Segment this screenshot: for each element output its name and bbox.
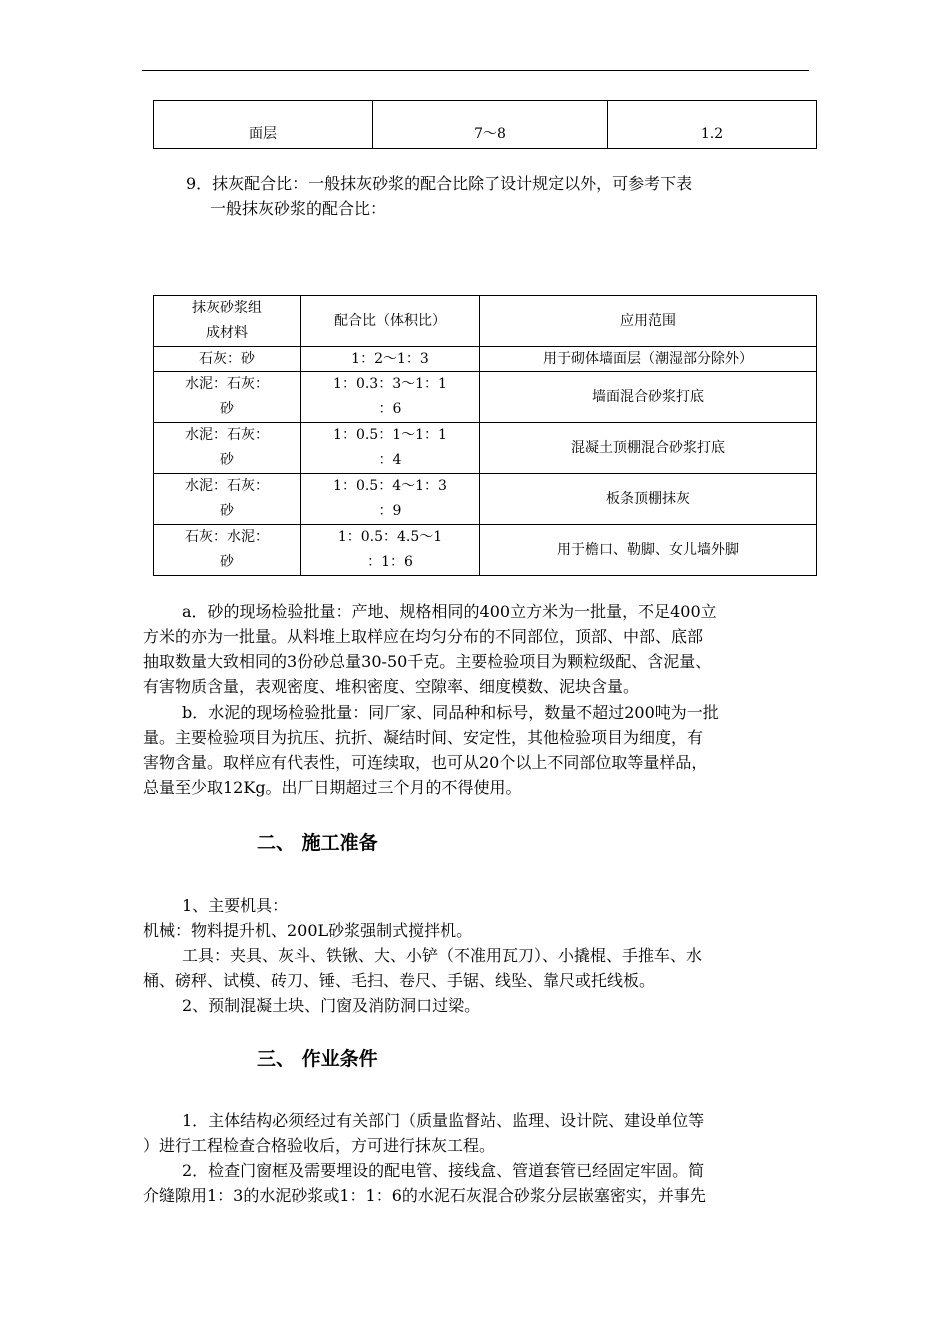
section2-line4: 桶、磅秤、试模、砖刀、锤、毛扫、卷尺、手锯、线坠、靠尺或托线板。 <box>143 971 656 990</box>
cell-ratio-line2: ：4 <box>378 452 402 468</box>
cell-usage: 板条顶棚抹灰 <box>480 474 817 525</box>
cell-ratio-line1: 1：0.5：1～1：1 <box>333 427 447 443</box>
table-row <box>154 347 817 372</box>
section2-line3: 工具：夹具、灰斗、铁锹、大、小铲（不准用瓦刀）、小撬棍、手推车、水 <box>182 946 703 965</box>
top-table <box>153 100 817 149</box>
para-b-line1: b．水泥的现场检验批量：同厂家、同品种和标号，数量不超过200吨为一批 <box>182 703 719 722</box>
cell-material-line2: 砂 <box>220 452 234 468</box>
section2-line2: 机械：物料提升机、200L砂浆强制式搅拌机。 <box>143 921 473 940</box>
mix-ratio-table <box>153 295 817 576</box>
section3-heading: 三、 作业条件 <box>257 1048 378 1070</box>
cell-usage: 混凝土顶棚混合砂浆打底 <box>480 423 817 474</box>
cell-material-line2: 砂 <box>220 554 234 570</box>
cell-ratio-line1: 1：0.3：3～1：1 <box>333 376 447 392</box>
table-row <box>154 423 817 474</box>
cell-material-line1: 水泥：石灰： <box>185 427 269 443</box>
table-row <box>154 474 817 525</box>
cell-material <box>154 525 301 576</box>
cell-ratio <box>301 525 480 576</box>
table-row <box>154 372 817 423</box>
table-row <box>154 101 817 149</box>
cell-ratio: 1：2～1：3 <box>301 347 480 372</box>
section2-heading: 二、 施工准备 <box>257 832 378 854</box>
cell-usage: 用于砌体墙面层（潮湿部分除外） <box>480 347 817 372</box>
cell-material-line2: 砂 <box>220 401 234 417</box>
table-header-row <box>154 296 817 347</box>
cell-material: 石灰：砂 <box>154 347 301 372</box>
cell-material-line1: 水泥：石灰： <box>185 478 269 494</box>
cell-ratio-line2: ：6 <box>378 401 402 417</box>
item9-line2: 一般抹灰砂浆的配合比： <box>210 199 387 218</box>
para-a-line2: 方米的亦为一批量。从料堆上取样应在均匀分布的不同部位，顶部、中部、底部 <box>143 627 704 646</box>
cell-material-line1: 石灰：水泥： <box>185 529 269 545</box>
section2-line1: 1、主要机具： <box>182 896 289 915</box>
header-ratio: 配合比（体积比） <box>301 296 480 347</box>
para-b-line2: 量。主要检验项目为抗压、抗折、凝结时间、安定性，其他检验项目为细度，有 <box>143 728 704 747</box>
header-material-line2: 成材料 <box>206 325 248 341</box>
table-row <box>154 525 817 576</box>
cell-usage: 墙面混合砂浆打底 <box>480 372 817 423</box>
cell-material-line1: 水泥：石灰： <box>185 376 269 392</box>
section3-line4: 介缝隙用1：3的水泥砂浆或1：1：6的水泥石灰混合砂浆分层嵌塞密实，并事先 <box>143 1186 706 1205</box>
cell-material <box>154 474 301 525</box>
section2-line5: 2、预制混凝土块、门窗及消防洞口过梁。 <box>182 996 481 1015</box>
header-material <box>154 296 301 347</box>
cell-material <box>154 423 301 474</box>
cell-ratio <box>301 474 480 525</box>
header-material-line1: 抹灰砂浆组 <box>192 300 262 316</box>
top-table-cell-value: 7～8 <box>373 101 608 149</box>
para-a-line4: 有害物质含量，表观密度、堆积密度、空隙率、细度模数、泥块含量。 <box>143 677 640 696</box>
section3-line2: ）进行工程检查合格验收后，方可进行抹灰工程。 <box>143 1136 496 1155</box>
item9-line1: 9．抹灰配合比：一般抹灰砂浆的配合比除了设计规定以外，可参考下表 <box>186 174 693 193</box>
section3-line3: 2．检查门窗框及需要埋设的配电管、接线盒、管道套管已经固定牢固。简 <box>182 1161 705 1180</box>
para-a-line1: a．砂的现场检验批量：产地、规格相同的400立方米为一批量，不足400立 <box>182 602 717 621</box>
top-table-cell-layer: 面层 <box>154 101 373 149</box>
para-b-line4: 总量至少取12Kg。出厂日期超过三个月的不得使用。 <box>143 778 522 797</box>
cell-material <box>154 372 301 423</box>
para-a-line3: 抽取数量大致相同的3份砂总量30-50千克。主要检验项目为颗粒级配、含泥量、 <box>143 652 712 671</box>
section3-line1: 1．主体结构必须经过有关部门（质量监督站、监理、设计院、建设单位等 <box>182 1111 705 1130</box>
cell-ratio-line1: 1：0.5：4～1：3 <box>333 478 447 494</box>
cell-usage: 用于檐口、勒脚、女儿墙外脚 <box>480 525 817 576</box>
cell-ratio-line1: 1：0.5：4.5～1 <box>337 529 443 545</box>
para-b-line3: 害物含量。取样应有代表性，可连续取，也可从20个以上不同部位取等量样品， <box>143 753 708 772</box>
cell-ratio-line2: ：1：6 <box>367 554 413 570</box>
header-usage: 应用范围 <box>480 296 817 347</box>
top-table-cell-ratio: 1.2 <box>608 101 817 149</box>
header-rule <box>142 70 809 71</box>
cell-material-line2: 砂 <box>220 503 234 519</box>
cell-ratio <box>301 423 480 474</box>
cell-ratio-line2: ：9 <box>378 503 402 519</box>
cell-ratio <box>301 372 480 423</box>
